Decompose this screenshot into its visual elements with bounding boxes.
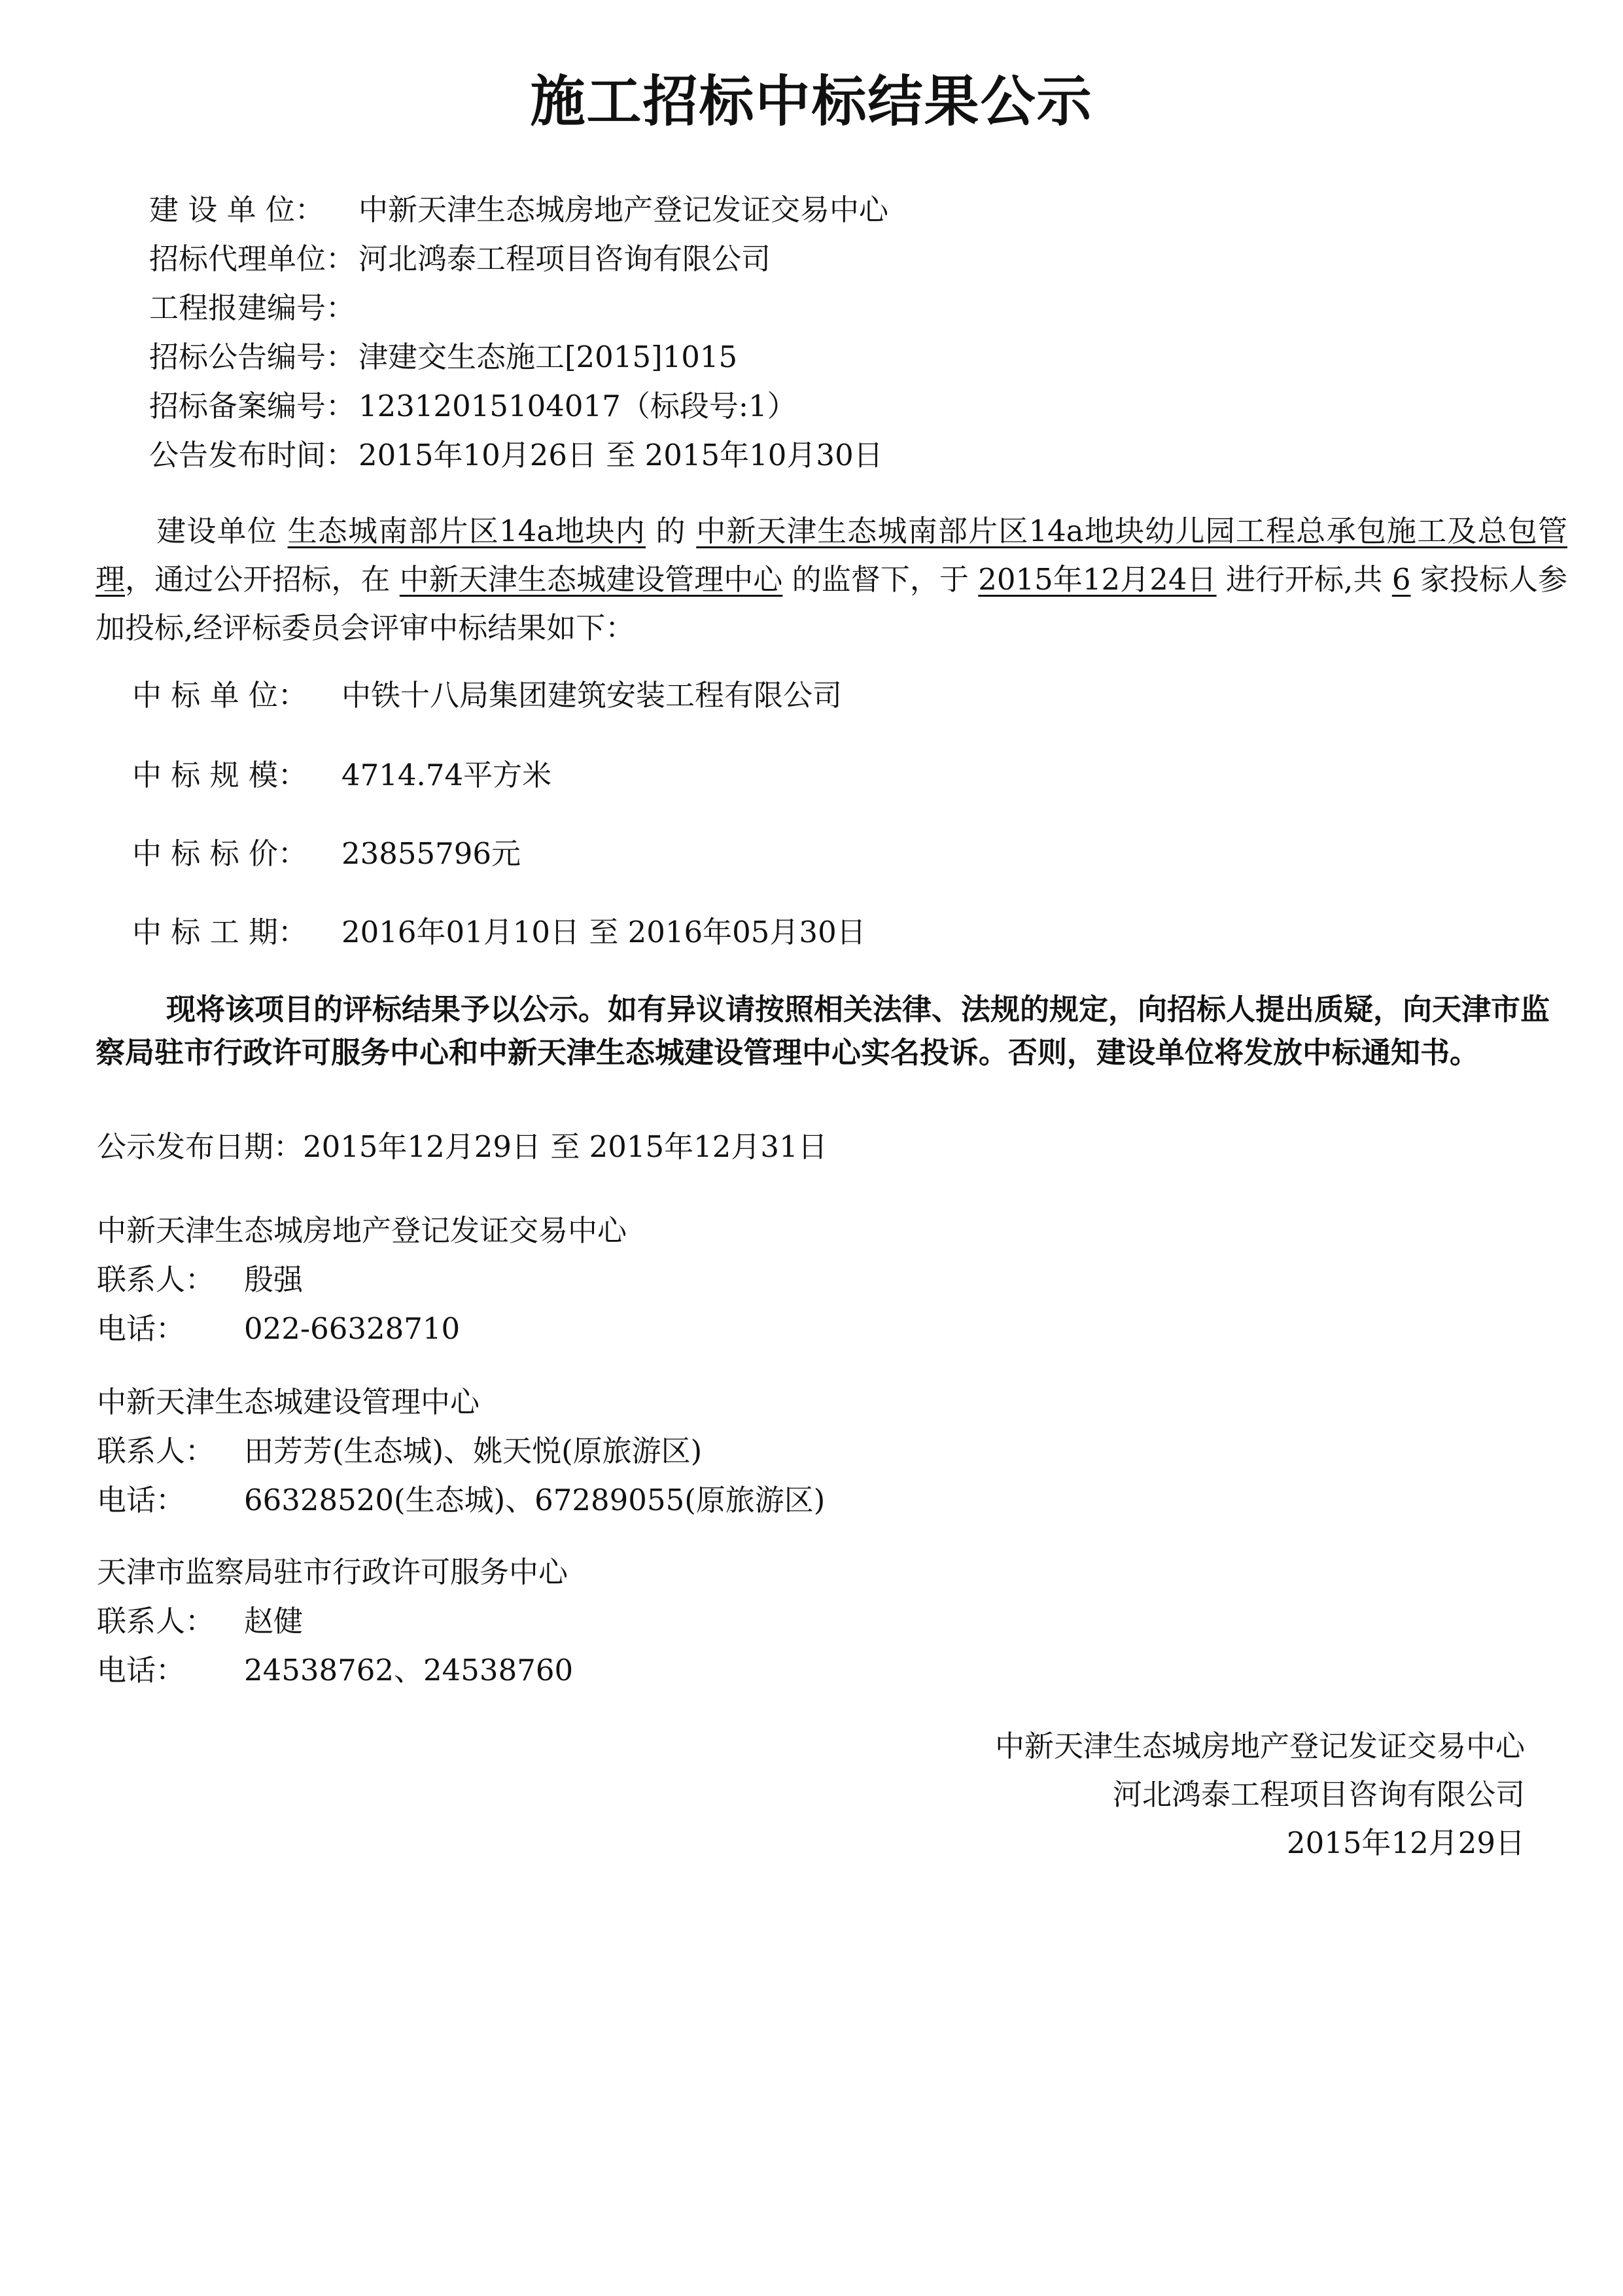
- period-value: 2016年01月10日 至 2016年05月30日: [341, 915, 866, 949]
- project-name: 中新天津生态城南部片区14a地块幼儿园工程总承包施工及总包管理: [96, 514, 1567, 597]
- contact-person-row: [97, 1606, 303, 1636]
- contact-person-label: 联系人：: [97, 1604, 215, 1638]
- contact-person: 赵健: [244, 1604, 304, 1638]
- builder-label: 建 设 单 位：: [149, 192, 324, 227]
- scale-value: 4714.74平方米: [341, 758, 552, 792]
- contact-phone: 66328520(生态城)、67289055(原旅游区): [244, 1483, 826, 1517]
- project-location: 生态城南部片区14a地块内: [287, 514, 646, 548]
- publish-time-row: [149, 440, 883, 470]
- contact-phone-row: [97, 1311, 461, 1346]
- contact-person: 殷强: [244, 1262, 304, 1297]
- contact-phone: 022-66328710: [244, 1311, 461, 1346]
- signature-date: 2015年12月29日: [1286, 1826, 1525, 1860]
- document-title: 施工招标中标结果公示: [530, 69, 1093, 133]
- winner-label: 中 标 单 位：: [132, 678, 307, 713]
- summary-text: 的监督下，于: [792, 562, 969, 597]
- builder-row: [149, 192, 889, 227]
- contact-person-label: 联系人：: [97, 1262, 215, 1297]
- publicity-date: 公示发布日期：2015年12月29日 至 2015年12月31日: [97, 1129, 828, 1164]
- project-code-label: 工程报建编号：: [149, 291, 356, 325]
- contact-person-label: 联系人：: [97, 1434, 215, 1468]
- notice-code-label: 招标公告编号：: [149, 340, 356, 374]
- publicity-notice: [96, 988, 1561, 1074]
- opening-date: 2015年12月24日: [978, 562, 1217, 597]
- project-code-row: [149, 293, 358, 323]
- contact-person-row: [97, 1436, 702, 1466]
- supervisor-name: 中新天津生态城建设管理中心: [399, 562, 783, 597]
- contact-phone-label: 电话：: [97, 1311, 186, 1346]
- summary-text: 的: [655, 514, 686, 548]
- winner-value: 中铁十八局集团建筑安装工程有限公司: [341, 678, 843, 713]
- contact-person: 田芳芳(生态城)、姚天悦(原旅游区): [244, 1434, 703, 1468]
- contact-phone-label: 电话：: [97, 1483, 186, 1517]
- summary-paragraph: [96, 507, 1567, 652]
- period-label: 中 标 工 期：: [132, 915, 307, 949]
- record-code-row: [149, 391, 797, 421]
- summary-text: 家投标人参加投标,经评标委员会评审中标结果如下：: [96, 562, 1568, 645]
- price-value: 23855796元: [341, 836, 521, 871]
- winner-row: [132, 678, 843, 713]
- scale-row: [132, 760, 551, 790]
- scale-label: 中 标 规 模：: [132, 758, 307, 792]
- record-code-value: 12312015104017（标段号:1）: [358, 389, 797, 423]
- summary-text: ，通过公开招标，在: [125, 562, 391, 597]
- agent-label: 招标代理单位：: [149, 241, 356, 276]
- agent-value: 河北鸿泰工程项目咨询有限公司: [358, 241, 771, 276]
- summary-text: 进行开标,共: [1225, 562, 1383, 597]
- price-label: 中 标 标 价：: [132, 836, 307, 871]
- summary-text: 建设单位: [156, 514, 278, 548]
- publicity-notice-text: 现将该项目的评标结果予以公示。如有异议请按照相关法律、法规的规定，向招标人提出质疑，向天津市监察局驻市行政许可服务中心和中新天津生态城建设管理中心实名投诉。否则，建设单位将发放中标通知书。: [96, 992, 1550, 1070]
- notice-code-value: 津建交生态施工[2015]1015: [358, 340, 738, 374]
- builder-value: 中新天津生态城房地产登记发证交易中心: [358, 192, 889, 227]
- contact-org: 中新天津生态城房地产登记发证交易中心: [97, 1213, 627, 1248]
- contact-phone-label: 电话：: [97, 1653, 186, 1687]
- bidder-count: 6: [1391, 562, 1411, 597]
- contact-person-row: [97, 1262, 304, 1297]
- signature-org-1: 中新天津生态城房地产登记发证交易中心: [994, 1729, 1525, 1763]
- contact-org: 天津市监察局驻市行政许可服务中心: [97, 1555, 568, 1589]
- contact-phone-row: [97, 1485, 825, 1515]
- period-row: [132, 917, 866, 947]
- contact-phone: 24538762、24538760: [244, 1653, 574, 1687]
- publish-time-label: 公告发布时间：: [149, 438, 356, 472]
- contact-org: 中新天津生态城建设管理中心: [97, 1385, 480, 1419]
- price-row: [132, 836, 521, 871]
- signature-org-2: 河北鸿泰工程项目咨询有限公司: [1112, 1777, 1525, 1812]
- publish-time-value: 2015年10月26日 至 2015年10月30日: [358, 438, 883, 472]
- agent-row: [149, 241, 771, 276]
- contact-phone-row: [97, 1655, 573, 1685]
- notice-code-row: [149, 342, 737, 372]
- record-code-label: 招标备案编号：: [149, 389, 356, 423]
